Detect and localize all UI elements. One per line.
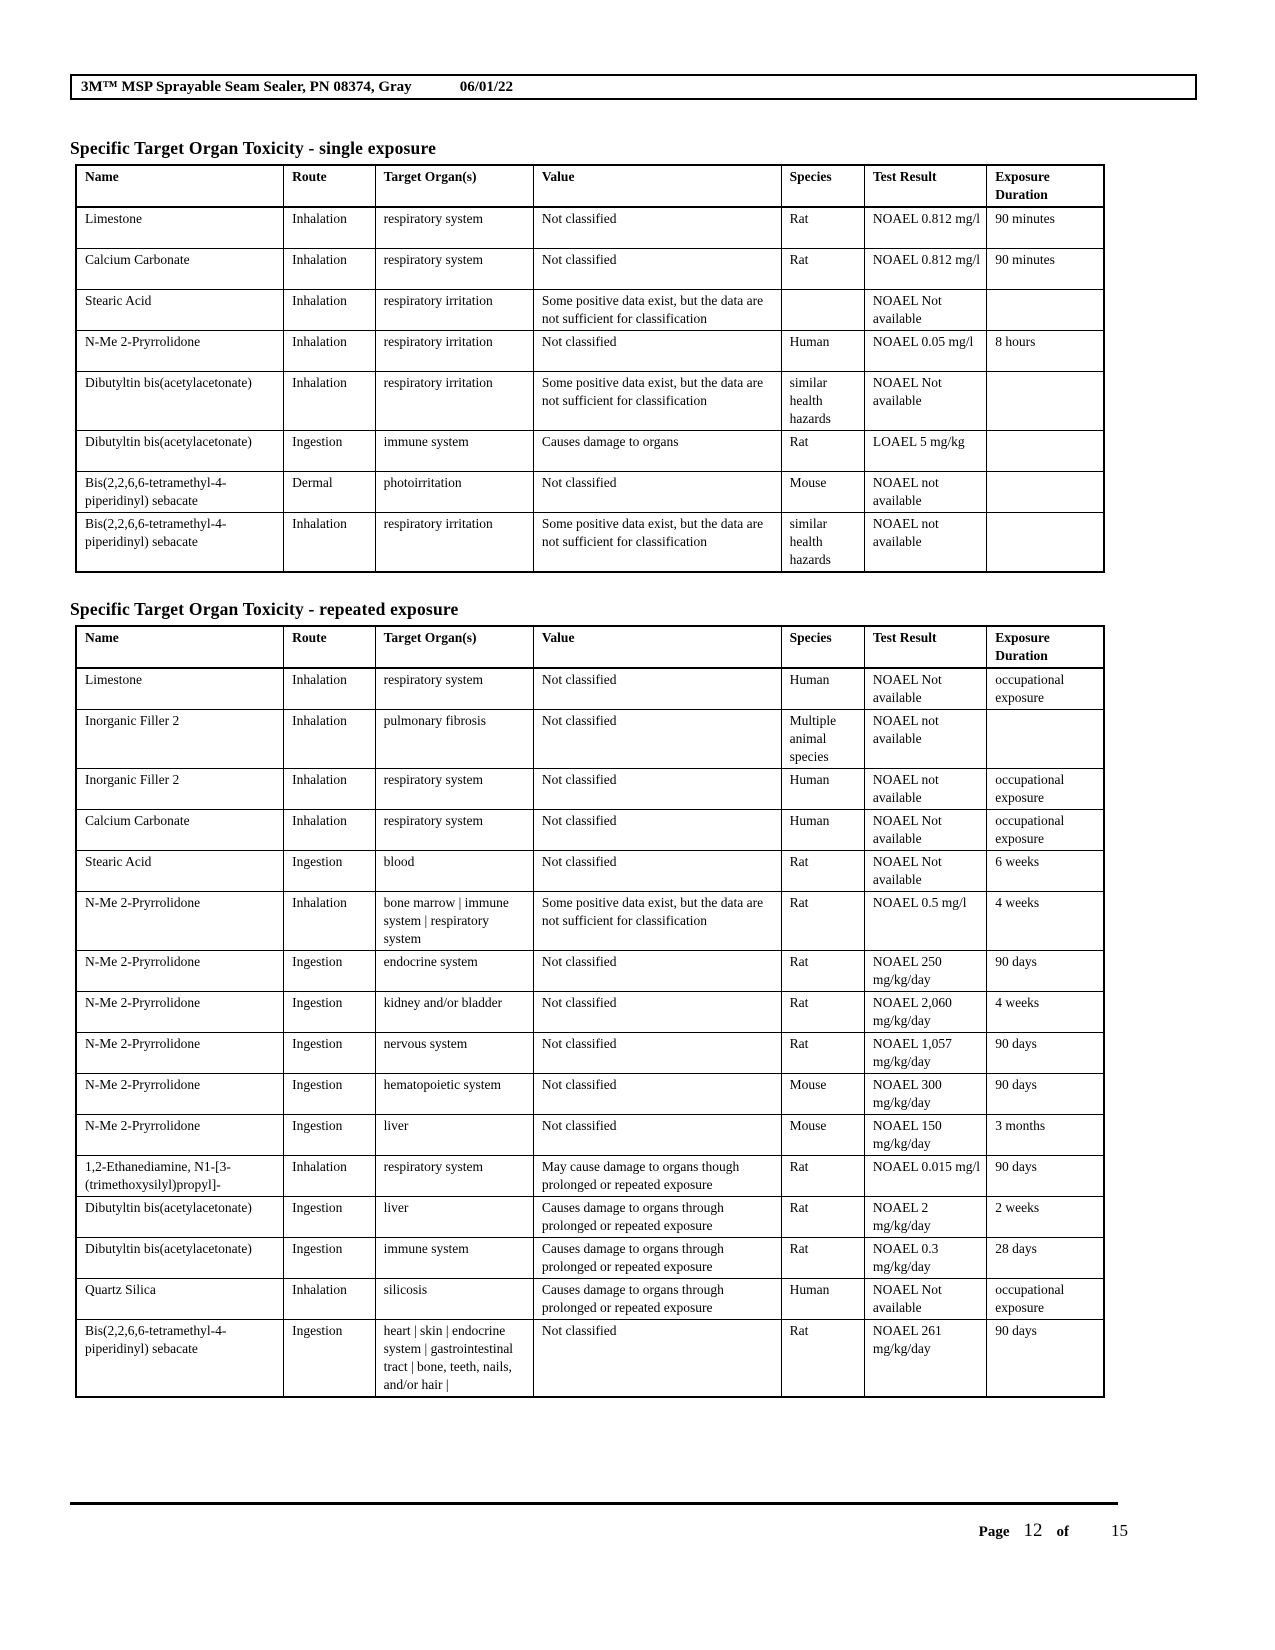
table-cell: Bis(2,2,6,6-tetramethyl-4-piperidinyl) sebacate xyxy=(76,513,284,573)
table-cell: liver xyxy=(375,1115,533,1156)
table-cell: respiratory irritation xyxy=(375,331,533,372)
table-cell: Ingestion xyxy=(284,431,375,472)
table-cell: occupational exposure xyxy=(987,668,1104,710)
table-cell: Not classified xyxy=(533,810,781,851)
section-title-repeated-exposure: Specific Target Organ Toxicity - repeated exposure xyxy=(70,599,459,619)
table-cell: respiratory system xyxy=(375,207,533,249)
table-cell: Dermal xyxy=(284,472,375,513)
table-cell: 90 days xyxy=(987,1074,1104,1115)
column-header: Species xyxy=(781,165,864,207)
table-cell: NOAEL 1,057 mg/kg/day xyxy=(864,1033,986,1074)
table-cell: NOAEL 2 mg/kg/day xyxy=(864,1197,986,1238)
table-cell: respiratory system xyxy=(375,1156,533,1197)
table-cell: Quartz Silica xyxy=(76,1279,284,1320)
table-cell: Bis(2,2,6,6-tetramethyl-4-piperidinyl) sebacate xyxy=(76,1320,284,1398)
table-cell: Causes damage to organs xyxy=(533,431,781,472)
table-row xyxy=(76,1320,1104,1398)
table-cell: 90 days xyxy=(987,1156,1104,1197)
table-cell: Inhalation xyxy=(284,372,375,431)
table-cell: respiratory irritation xyxy=(375,290,533,331)
table-cell: N-Me 2-Pryrrolidone xyxy=(76,1033,284,1074)
table-cell: Causes damage to organs through prolonged or repeated exposure xyxy=(533,1197,781,1238)
product-title: 3M™ MSP Sprayable Seam Sealer, PN 08374, Gray xyxy=(81,78,412,95)
table-cell: NOAEL 0.812 mg/l xyxy=(864,207,986,249)
table-cell: Inhalation xyxy=(284,710,375,769)
table-row xyxy=(76,951,1104,992)
table-cell: 90 days xyxy=(987,1320,1104,1398)
table-cell: hematopoietic system xyxy=(375,1074,533,1115)
table-cell xyxy=(781,290,864,331)
table-cell: May cause damage to organs though prolonged or repeated exposure xyxy=(533,1156,781,1197)
table-cell: 90 days xyxy=(987,1033,1104,1074)
table-cell: Not classified xyxy=(533,769,781,810)
table-cell: NOAEL Not available xyxy=(864,810,986,851)
table-cell: Inorganic Filler 2 xyxy=(76,769,284,810)
table-cell: Rat xyxy=(781,207,864,249)
column-header: Value xyxy=(533,165,781,207)
table-cell: Dibutyltin bis(acetylacetonate) xyxy=(76,431,284,472)
table-cell: respiratory irritation xyxy=(375,372,533,431)
table-cell: Stearic Acid xyxy=(76,851,284,892)
table-cell: Inhalation xyxy=(284,207,375,249)
table-row xyxy=(76,1074,1104,1115)
table-cell: 4 weeks xyxy=(987,992,1104,1033)
table-cell: Rat xyxy=(781,249,864,290)
column-header: Target Organ(s) xyxy=(375,165,533,207)
table-cell: Not classified xyxy=(533,1033,781,1074)
table-cell: Rat xyxy=(781,1238,864,1279)
table-row xyxy=(76,1279,1104,1320)
table-cell: Ingestion xyxy=(284,1238,375,1279)
table-cell: Human xyxy=(781,810,864,851)
table-cell: Ingestion xyxy=(284,1320,375,1398)
table-row xyxy=(76,1156,1104,1197)
table-cell: Human xyxy=(781,331,864,372)
table-cell: NOAEL 0.05 mg/l xyxy=(864,331,986,372)
table-cell: Not classified xyxy=(533,472,781,513)
table-cell: Inhalation xyxy=(284,892,375,951)
table-cell: 2 weeks xyxy=(987,1197,1104,1238)
table-cell: NOAEL not available xyxy=(864,769,986,810)
table-cell: Limestone xyxy=(76,668,284,710)
table-cell: NOAEL 0.812 mg/l xyxy=(864,249,986,290)
table-cell: Dibutyltin bis(acetylacetonate) xyxy=(76,372,284,431)
table-cell: 8 hours xyxy=(987,331,1104,372)
table-cell: NOAEL Not available xyxy=(864,372,986,431)
table-cell: respiratory system xyxy=(375,668,533,710)
table-row xyxy=(76,892,1104,951)
table-cell: NOAEL Not available xyxy=(864,290,986,331)
table-cell: Inhalation xyxy=(284,290,375,331)
table-cell: immune system xyxy=(375,1238,533,1279)
table-cell: Some positive data exist, but the data are not sufficient for classification xyxy=(533,372,781,431)
column-header: Exposure Duration xyxy=(987,626,1104,668)
table-cell: 90 days xyxy=(987,951,1104,992)
table-cell: Rat xyxy=(781,892,864,951)
table-cell: Inhalation xyxy=(284,1279,375,1320)
column-header: Exposure Duration xyxy=(987,165,1104,207)
stot-single-exposure-table xyxy=(75,164,1105,573)
column-header: Value xyxy=(533,626,781,668)
table-cell: Inhalation xyxy=(284,769,375,810)
table-row xyxy=(76,1115,1104,1156)
document-header xyxy=(70,74,1197,100)
table-cell: Inhalation xyxy=(284,1156,375,1197)
column-header: Target Organ(s) xyxy=(375,626,533,668)
table-row xyxy=(76,810,1104,851)
column-header: Name xyxy=(76,165,284,207)
table-cell: Inorganic Filler 2 xyxy=(76,710,284,769)
page-footer xyxy=(979,1520,1128,1542)
table-cell: similar health hazards xyxy=(781,513,864,573)
table-cell: NOAEL 250 mg/kg/day xyxy=(864,951,986,992)
table-row xyxy=(76,769,1104,810)
table-cell: Rat xyxy=(781,1320,864,1398)
table-cell: Human xyxy=(781,668,864,710)
table-cell: Calcium Carbonate xyxy=(76,810,284,851)
table-cell: NOAEL 0.3 mg/kg/day xyxy=(864,1238,986,1279)
table-cell: Mouse xyxy=(781,1115,864,1156)
table-cell: Ingestion xyxy=(284,1074,375,1115)
table-row xyxy=(76,290,1104,331)
table-cell: NOAEL not available xyxy=(864,472,986,513)
table-cell: Rat xyxy=(781,992,864,1033)
table-row xyxy=(76,851,1104,892)
column-header: Species xyxy=(781,626,864,668)
table-cell: Rat xyxy=(781,1197,864,1238)
table-header-row xyxy=(76,165,1104,207)
column-header: Test Result xyxy=(864,165,986,207)
table-cell: Causes damage to organs through prolonged or repeated exposure xyxy=(533,1238,781,1279)
table-cell: bone marrow | immune system | respiratory system xyxy=(375,892,533,951)
table-cell: Rat xyxy=(781,951,864,992)
table-cell: N-Me 2-Pryrrolidone xyxy=(76,331,284,372)
table-cell: nervous system xyxy=(375,1033,533,1074)
table-cell: NOAEL Not available xyxy=(864,851,986,892)
table-cell: heart | skin | endocrine system | gastrointestinal tract | bone, teeth, nails, and/or hair | xyxy=(375,1320,533,1398)
table-cell: Ingestion xyxy=(284,851,375,892)
table-cell: 1,2-Ethanediamine, N1-[3-(trimethoxysilyl)propyl]- xyxy=(76,1156,284,1197)
table-cell: photoirritation xyxy=(375,472,533,513)
page-total: 15 xyxy=(1111,1521,1128,1540)
table-cell: N-Me 2-Pryrrolidone xyxy=(76,1115,284,1156)
table-cell: N-Me 2-Pryrrolidone xyxy=(76,951,284,992)
table-cell: Not classified xyxy=(533,992,781,1033)
table-cell xyxy=(987,372,1104,431)
table-cell: Rat xyxy=(781,1156,864,1197)
page-label: Page xyxy=(978,1524,1010,1540)
document-content xyxy=(0,138,1275,1398)
table-cell: immune system xyxy=(375,431,533,472)
column-header: Test Result xyxy=(864,626,986,668)
table-cell: Inhalation xyxy=(284,513,375,573)
table-cell: liver xyxy=(375,1197,533,1238)
table-cell: Stearic Acid xyxy=(76,290,284,331)
table-cell: Inhalation xyxy=(284,331,375,372)
table-cell: occupational exposure xyxy=(987,810,1104,851)
table-cell: Not classified xyxy=(533,710,781,769)
table-cell: N-Me 2-Pryrrolidone xyxy=(76,992,284,1033)
table-cell: Dibutyltin bis(acetylacetonate) xyxy=(76,1238,284,1279)
table-cell: NOAEL 261 mg/kg/day xyxy=(864,1320,986,1398)
table-cell: Rat xyxy=(781,1033,864,1074)
table-cell: 90 minutes xyxy=(987,249,1104,290)
table-cell: NOAEL not available xyxy=(864,710,986,769)
table-row xyxy=(76,1033,1104,1074)
table-cell: Human xyxy=(781,769,864,810)
table-cell: respiratory system xyxy=(375,249,533,290)
table-cell: NOAEL 2,060 mg/kg/day xyxy=(864,992,986,1033)
table-cell: LOAEL 5 mg/kg xyxy=(864,431,986,472)
column-header: Route xyxy=(284,626,375,668)
table-row xyxy=(76,431,1104,472)
table-cell: NOAEL not available xyxy=(864,513,986,573)
table-cell: similar health hazards xyxy=(781,372,864,431)
table-cell: Not classified xyxy=(533,331,781,372)
page-number: 12 xyxy=(1023,1520,1043,1541)
table-cell: Ingestion xyxy=(284,1115,375,1156)
table-cell xyxy=(987,513,1104,573)
table-cell: Causes damage to organs through prolonged or repeated exposure xyxy=(533,1279,781,1320)
table-cell: blood xyxy=(375,851,533,892)
table-cell: Mouse xyxy=(781,1074,864,1115)
table-cell: 90 minutes xyxy=(987,207,1104,249)
table-cell: Not classified xyxy=(533,249,781,290)
table-cell: Ingestion xyxy=(284,1033,375,1074)
table-cell: Not classified xyxy=(533,1320,781,1398)
stot-repeated-exposure-table xyxy=(75,625,1105,1398)
table-cell: NOAEL 0.015 mg/l xyxy=(864,1156,986,1197)
table-cell xyxy=(987,710,1104,769)
table-cell: occupational exposure xyxy=(987,1279,1104,1320)
table-cell: Some positive data exist, but the data are not sufficient for classification xyxy=(533,892,781,951)
table-cell: NOAEL Not available xyxy=(864,668,986,710)
table-cell: Some positive data exist, but the data are not sufficient for classification xyxy=(533,513,781,573)
table-cell: 4 weeks xyxy=(987,892,1104,951)
table-cell: Bis(2,2,6,6-tetramethyl-4-piperidinyl) sebacate xyxy=(76,472,284,513)
table-cell: Mouse xyxy=(781,472,864,513)
table-row xyxy=(76,668,1104,710)
table-cell: N-Me 2-Pryrrolidone xyxy=(76,892,284,951)
table-row xyxy=(76,472,1104,513)
table-cell: NOAEL 0.5 mg/l xyxy=(864,892,986,951)
table-cell: N-Me 2-Pryrrolidone xyxy=(76,1074,284,1115)
table-row xyxy=(76,331,1104,372)
table-cell: occupational exposure xyxy=(987,769,1104,810)
table-cell: Not classified xyxy=(533,1115,781,1156)
table-cell xyxy=(987,290,1104,331)
table-row xyxy=(76,513,1104,573)
table-cell xyxy=(987,431,1104,472)
table-cell: Dibutyltin bis(acetylacetonate) xyxy=(76,1197,284,1238)
table-cell: Human xyxy=(781,1279,864,1320)
table-cell: kidney and/or bladder xyxy=(375,992,533,1033)
section-title-single-exposure: Specific Target Organ Toxicity - single exposure xyxy=(70,138,437,158)
table-cell: Limestone xyxy=(76,207,284,249)
table-cell: Rat xyxy=(781,431,864,472)
table-row xyxy=(76,372,1104,431)
table-cell: Not classified xyxy=(533,668,781,710)
table-cell: NOAEL 300 mg/kg/day xyxy=(864,1074,986,1115)
table-row xyxy=(76,249,1104,290)
table-cell: Calcium Carbonate xyxy=(76,249,284,290)
table-row xyxy=(76,1238,1104,1279)
table-cell: pulmonary fibrosis xyxy=(375,710,533,769)
table-cell: NOAEL 150 mg/kg/day xyxy=(864,1115,986,1156)
table-cell: NOAEL Not available xyxy=(864,1279,986,1320)
table-cell: Not classified xyxy=(533,951,781,992)
table-cell: Ingestion xyxy=(284,951,375,992)
table-cell: Ingestion xyxy=(284,1197,375,1238)
table-cell: Multiple animal species xyxy=(781,710,864,769)
footer-divider xyxy=(70,1502,1118,1505)
table-cell: respiratory irritation xyxy=(375,513,533,573)
table-cell: Some positive data exist, but the data are not sufficient for classification xyxy=(533,290,781,331)
table-header-row xyxy=(76,626,1104,668)
of-label: of xyxy=(1056,1524,1069,1540)
table-row xyxy=(76,992,1104,1033)
table-cell: Not classified xyxy=(533,851,781,892)
table-cell: Not classified xyxy=(533,1074,781,1115)
header-date: 06/01/22 xyxy=(459,78,514,95)
table-row xyxy=(76,710,1104,769)
table-cell: Not classified xyxy=(533,207,781,249)
table-cell: Ingestion xyxy=(284,992,375,1033)
table-cell: Inhalation xyxy=(284,249,375,290)
table-cell: endocrine system xyxy=(375,951,533,992)
table-row xyxy=(76,1197,1104,1238)
column-header: Route xyxy=(284,165,375,207)
table-row xyxy=(76,207,1104,249)
table-cell: Rat xyxy=(781,851,864,892)
table-cell: respiratory system xyxy=(375,810,533,851)
table-cell: silicosis xyxy=(375,1279,533,1320)
column-header: Name xyxy=(76,626,284,668)
table-cell: 3 months xyxy=(987,1115,1104,1156)
table-cell: respiratory system xyxy=(375,769,533,810)
table-cell: Inhalation xyxy=(284,668,375,710)
table-cell xyxy=(987,472,1104,513)
table-cell: 6 weeks xyxy=(987,851,1104,892)
table-cell: Inhalation xyxy=(284,810,375,851)
table-cell: 28 days xyxy=(987,1238,1104,1279)
